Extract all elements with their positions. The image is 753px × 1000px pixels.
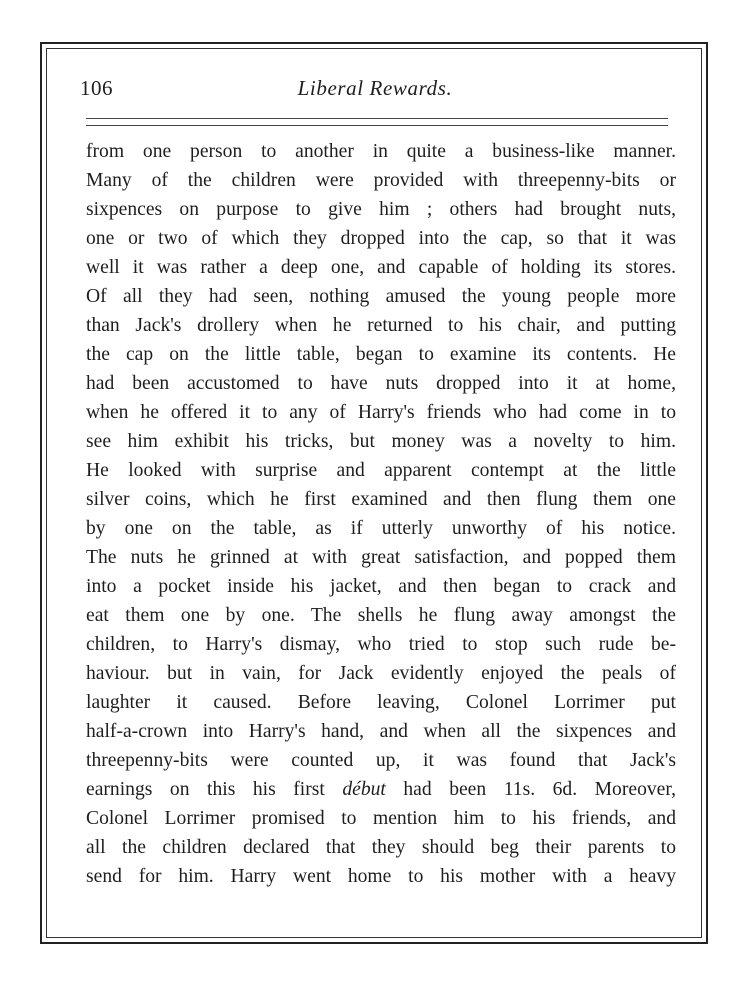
text-line: sixpences on purpose to give him ; others had brought nuts,	[86, 199, 676, 220]
text-line: The nuts he grinned at with great satisfaction, and popped them	[86, 547, 676, 568]
text-line: Colonel Lorrimer promised to mention him to his friends, and	[86, 808, 676, 829]
text-line: one or two of which they dropped into the cap, so that it was	[86, 228, 676, 249]
text-line: eat them one by one. The shells he flung away amongst the	[86, 605, 676, 626]
text-line: into a pocket inside his jacket, and then began to crack and	[86, 576, 676, 597]
text-line: haviour. but in vain, for Jack evidently enjoyed the peals of	[86, 663, 676, 684]
body-text	[86, 137, 676, 891]
text-line: all the children declared that they should beg their parents to	[86, 837, 676, 858]
page-number: 106	[80, 76, 113, 100]
header-double-rule	[86, 118, 668, 126]
text-line: see him exhibit his tricks, but money was a novelty to him.	[86, 431, 676, 452]
text-line: well it was rather a deep one, and capable of holding its stores.	[86, 257, 676, 278]
text-line: the cap on the little table, began to examine its contents. He	[86, 344, 676, 365]
text-line: silver coins, which he first examined and then flung them one	[86, 489, 676, 510]
text-line: by one on the table, as if utterly unworthy of his notice.	[86, 518, 676, 539]
text-line: laughter it caused. Before leaving, Colonel Lorrimer put	[86, 692, 676, 713]
text-line: Of all they had seen, nothing amused the young people more	[86, 286, 676, 307]
text-line: from one person to another in quite a business-like manner.	[86, 141, 676, 162]
text-line: children, to Harry's dismay, who tried to stop such rude be-	[86, 634, 676, 655]
running-head	[80, 76, 680, 106]
text-line: had been accustomed to have nuts dropped into it at home,	[86, 373, 676, 394]
italic-word: début	[342, 779, 386, 800]
text-line: He looked with surprise and apparent contempt at the little	[86, 460, 676, 481]
text-line: threepenny-bits were counted up, it was found that Jack's	[86, 750, 676, 771]
text-line: Many of the children were provided with threepenny-bits or	[86, 170, 676, 191]
text-line: earnings on this his first début had been 11s. 6d. Moreover,	[86, 779, 676, 800]
text-line: half-a-crown into Harry's hand, and when all the sixpences and	[86, 721, 676, 742]
text-line: when he offered it to any of Harry's friends who had come in to	[86, 402, 676, 423]
text-line: send for him. Harry went home to his mother with a heavy	[86, 866, 676, 887]
text-line: than Jack's drollery when he returned to his chair, and putting	[86, 315, 676, 336]
running-title: Liberal Rewards.	[297, 76, 453, 100]
